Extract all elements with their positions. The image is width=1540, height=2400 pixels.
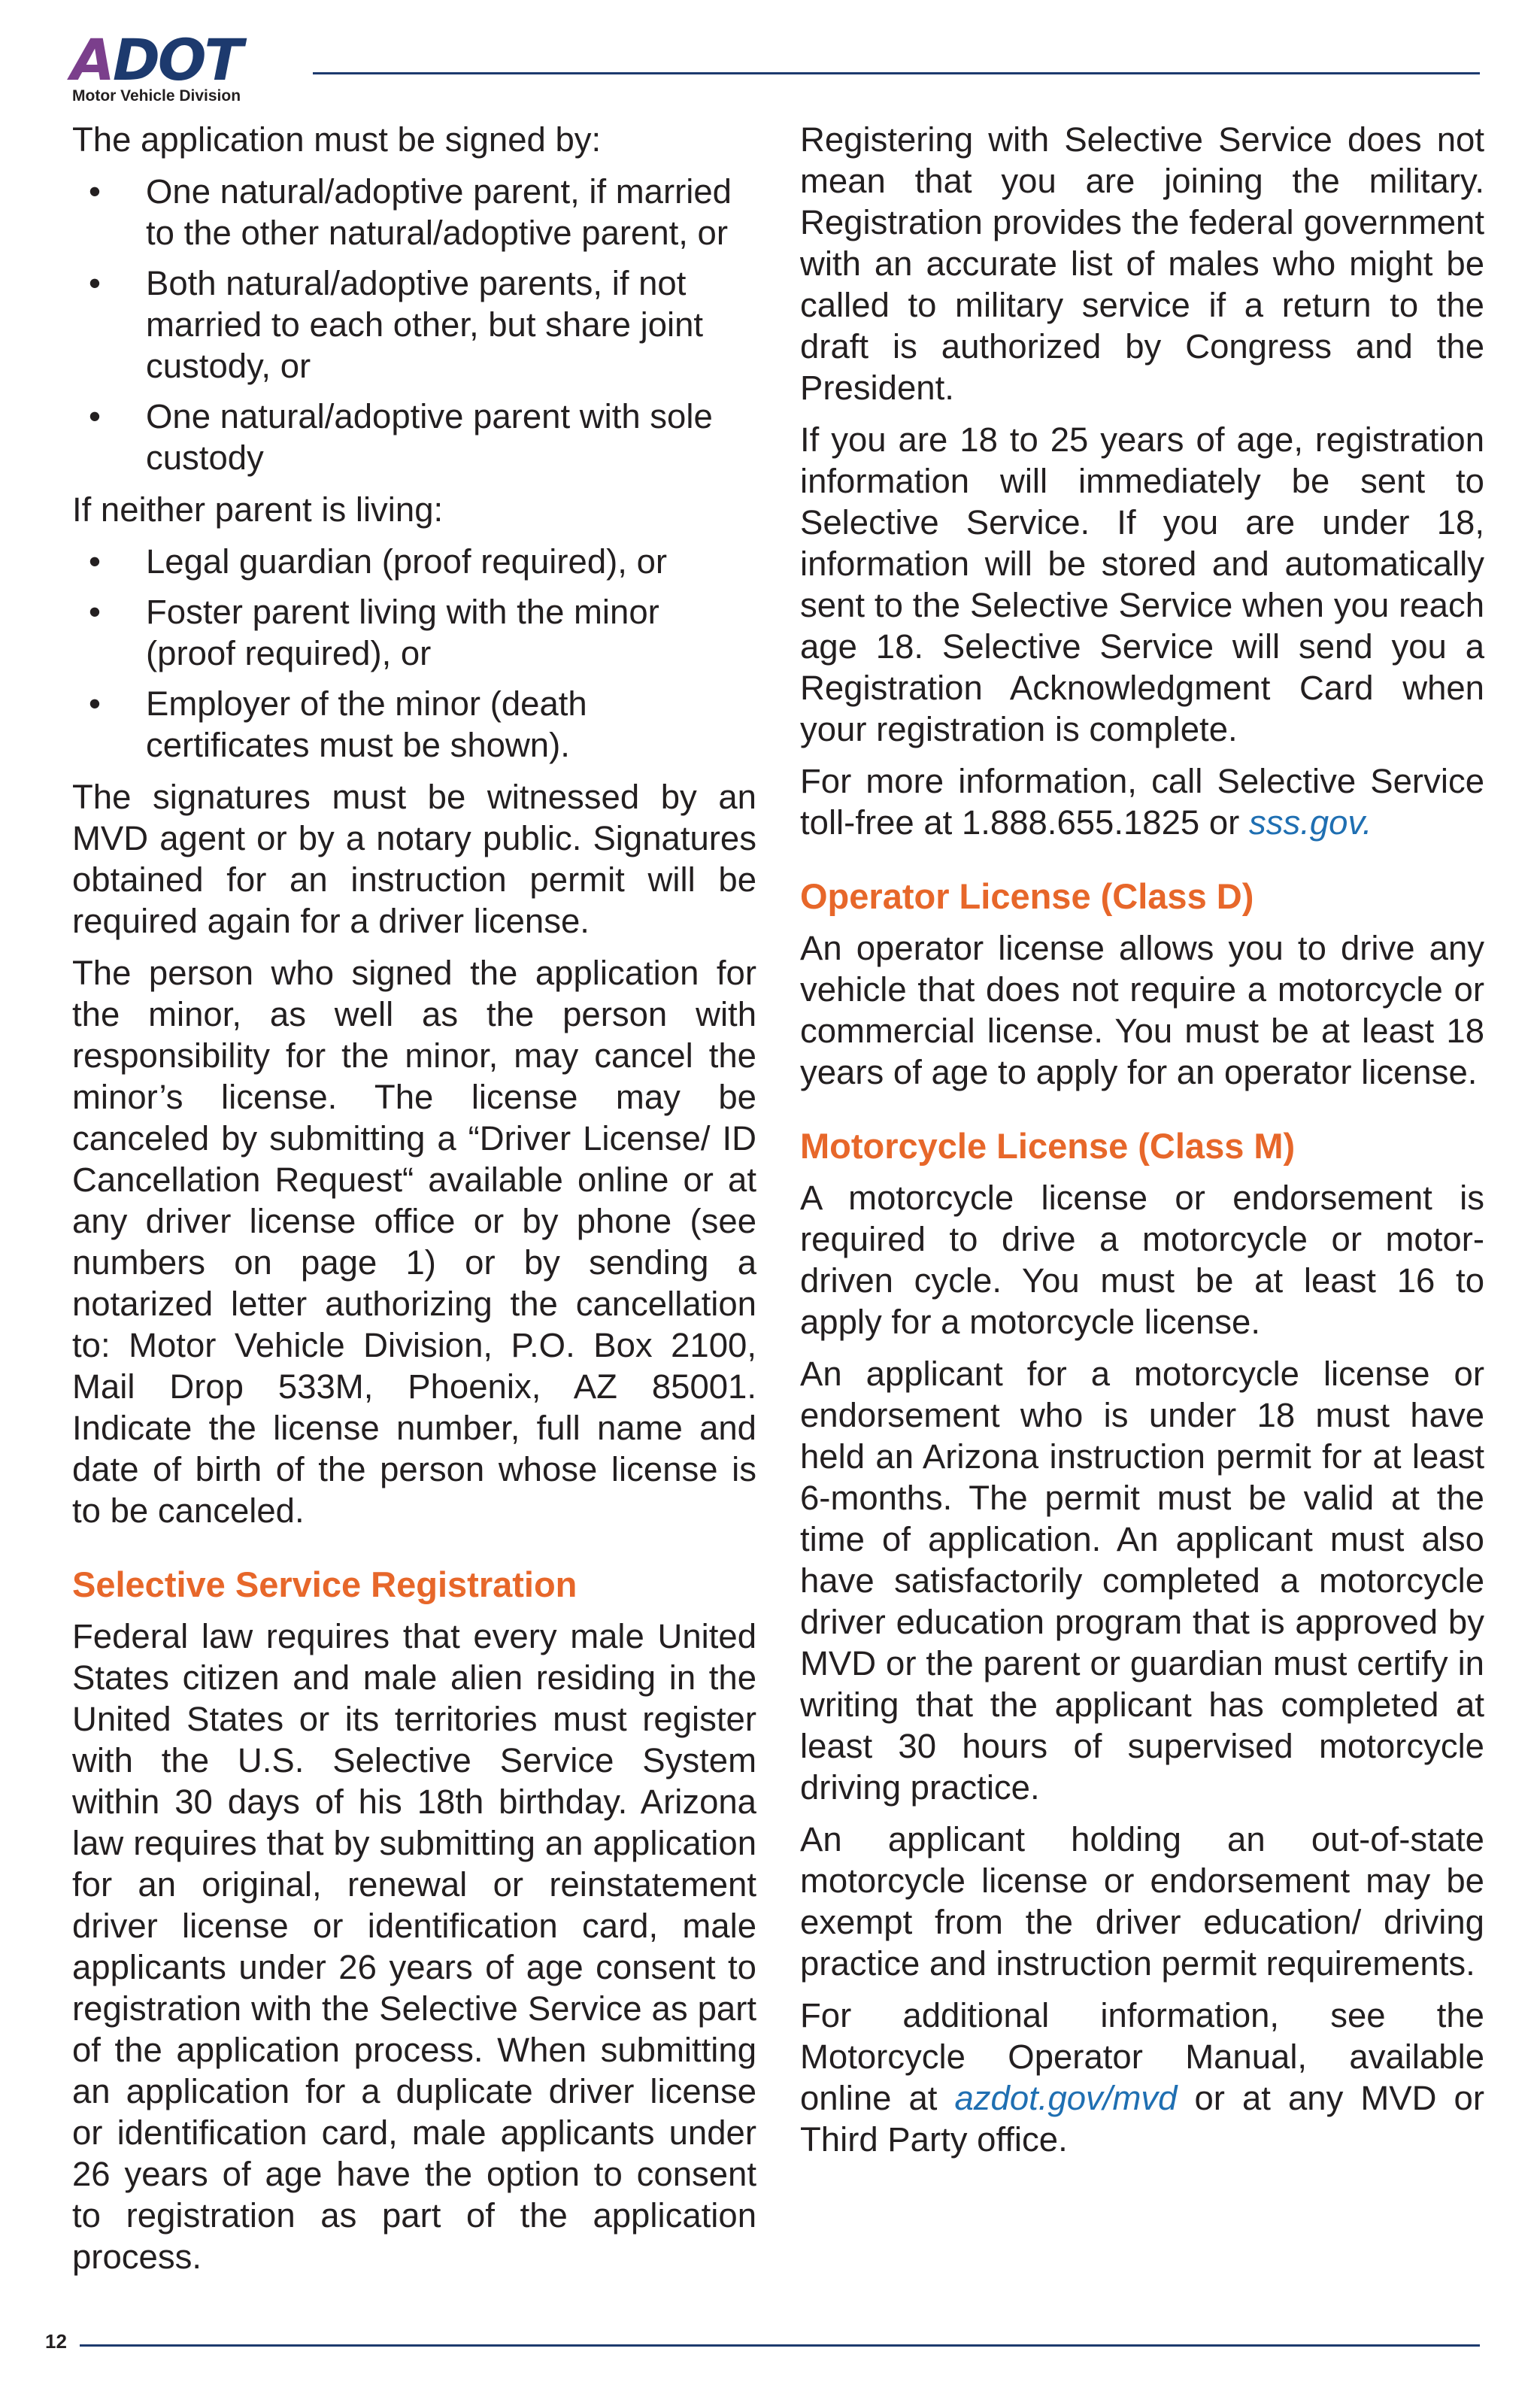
selective-service-heading: Selective Service Registration bbox=[72, 1564, 578, 1604]
list-item: • One natural/adoptive parent with sole custody bbox=[72, 396, 756, 478]
header-rule bbox=[313, 72, 1480, 74]
more-info-paragraph: For more information, call Selective Service toll-free at 1.888.655.1825 or sss.gov. bbox=[800, 762, 1484, 842]
adot-logo-wordmark: ADOT bbox=[71, 26, 241, 93]
list-item: • One natural/adoptive parent, if married to the other natural/adoptive parent, or bbox=[72, 171, 756, 253]
left-column bbox=[72, 119, 756, 2288]
division-label: Motor Vehicle Division bbox=[72, 87, 241, 105]
parent-signer-list bbox=[72, 171, 756, 478]
signed-by-intro: The application must be signed by: bbox=[72, 120, 602, 159]
list-item: • Both natural/adoptive parents, if not married to each other, but share joint custody, or bbox=[72, 262, 756, 387]
motorcycle-requirement-paragraph: A motorcycle license or endorsement is required to drive a motorcycle or motor-driven cycle. You must be at least 16 to apply for a motorcycle license. bbox=[800, 1179, 1484, 1341]
not-military-paragraph: Registering with Selective Service does not mean that you are joining the military. Registration provides the federal government with an accurate list of males who might be called to military service if a return to the draft is authorized by Congress and the President. bbox=[800, 120, 1484, 407]
adot-logo bbox=[71, 26, 289, 105]
list-item: • Employer of the minor (death certificates must be shown). bbox=[72, 683, 756, 766]
motorcycle-license-heading: Motorcycle License (Class M) bbox=[800, 1126, 1296, 1166]
operator-license-paragraph: An operator license allows you to drive any vehicle that does not require a motorcycle or commercial license. You must be at least 18 years of age to apply for an operator license. bbox=[800, 929, 1484, 1091]
sss-gov-link[interactable]: sss.gov. bbox=[1248, 803, 1372, 842]
page-number: 12 bbox=[45, 2330, 67, 2353]
guardian-signer-list bbox=[72, 541, 756, 766]
out-of-state-paragraph: An applicant holding an out-of-state motorcycle license or endorsement may be exempt from the driver education/ driving practice and instruction permit requirements. bbox=[800, 1820, 1484, 1983]
witness-paragraph: The signatures must be witnessed by an MVD agent or by a notary public. Signatures obtained for an instruction permit will be required again for a driver license. bbox=[72, 778, 756, 940]
cancellation-paragraph: The person who signed the application for the minor, as well as the person with responsibility for the minor, may cancel the minor’s license. The license may be canceled by submitting a “Driver License/ ID Cancellation Request“ available online or at any driver license office or by phone (see numbers on page 1) or by sending a notarized letter authorizing the cancellation to: Motor Vehicle Division, P.O. Box 2100, Mail Drop 533M, Phoenix, AZ 85001. Indicate the license number, full name and date of birth of the person whose license is to be canceled. bbox=[72, 954, 756, 1530]
federal-law-paragraph: Federal law requires that every male United States citizen and male alien residing in the United States or its territories must register with the U.S. Selective Service System within 30 days of his 18th birthday. Arizona law requires that by submitting an application for an original, renewal or reinstatement driver license or identification card, male applicants under 26 years of age consent to registration with the Selective Service as part of the application process. When submitting an application for a duplicate driver license or identification card, male applicants under 26 years of age have the option to consent to registration as part of the application process. bbox=[72, 1617, 756, 2276]
under-18-paragraph: An applicant for a motorcycle license or endorsement who is under 18 must have held an Arizona instruction permit for at least 6-months. The permit must be valid at the time of application. An applicant must also have satisfactorily completed a motorcycle driver education program that is approved by MVD or the parent or guardian must certify in writing that the applicant has completed at least 30 hours of supervised motorcycle driving practice. bbox=[800, 1355, 1484, 1807]
neither-parent-intro: If neither parent is living: bbox=[72, 490, 444, 529]
age-18-25-paragraph: If you are 18 to 25 years of age, registration information will immediately be sent to Selective Service. If you are under 18, information will be stored and automatically sent to the Selective Service when you reach age 18. Selective Service will send you a Registration Acknowledgment Card when your registration is complete. bbox=[800, 420, 1484, 748]
operator-license-heading: Operator License (Class D) bbox=[800, 876, 1254, 916]
list-item: • Legal guardian (proof required), or bbox=[72, 541, 756, 582]
additional-info-paragraph: For additional information, see the Motorcycle Operator Manual, available online at azdot.gov/mvd or at any MVD or Third Party office. bbox=[800, 1996, 1484, 2159]
list-item: • Foster parent living with the minor (proof required), or bbox=[72, 591, 756, 674]
footer-rule bbox=[80, 2344, 1480, 2347]
azdot-mvd-link[interactable]: azdot.gov/mvd bbox=[954, 2079, 1178, 2117]
right-column bbox=[800, 119, 1484, 2171]
